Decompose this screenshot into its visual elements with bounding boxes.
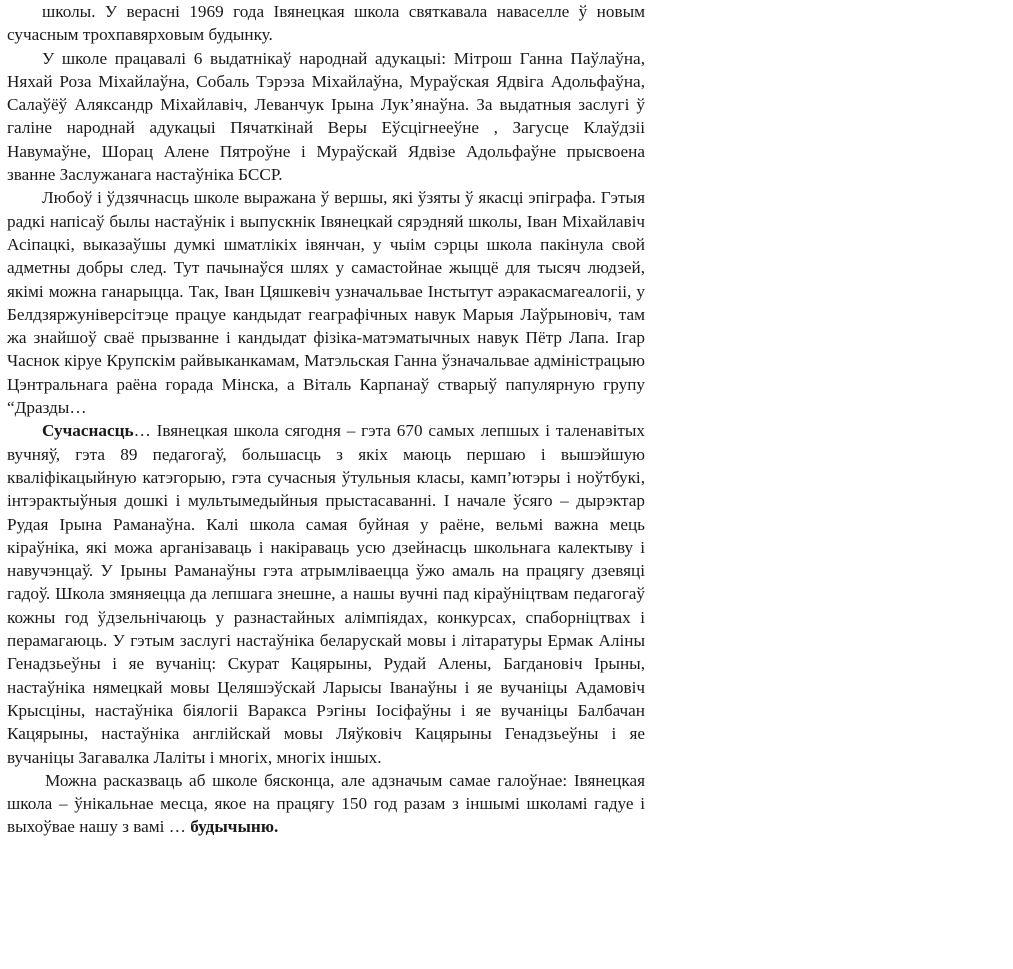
paragraph-1 bbox=[7, 0, 645, 47]
paragraph-2 bbox=[7, 47, 645, 187]
paragraph-3-text: Любоў і ўдзячнасць школе выражана ў вершы, які ўзяты ў якасці эпіграфа. Гэтыя радкі напісаў былы настаўнік і выпускнік Івянецкай сярэдняй школы, Іван Міхайлавіч Асіпацкі, выказаўшы думкі шматлікіх івянчан, у чыім сэрцы школа пакінула свой адметны добры след. Тут пачынаўся шлях у самастойнае жыццё для тысяч людзей, якімі можна ганарыцца. Так, Іван Цяшкевіч узначальвае Інстытут аэракасмагеалогіі, у Белдзяржуніверсітэце працуе кандыдат геаграфічных навук Марыя Лаўрыновіч, там жа знайшоў сваё прызванне і кандыдат фізіка-матэматычных навук Пётр Лапа. Ігар Часнок кіруе Крупскім райвыканкамам, Матэльская Ганна ўзначальвае адміністрацыю Цэнтральнага раёна горада Мінска, а Віталь Карпанаў стварыў папулярную групу “Дразды… bbox=[7, 188, 645, 418]
paragraph-5-bold-tail: будычыню. bbox=[190, 817, 279, 837]
paragraph-2-text: У школе працавалі 6 выдатнікаў народнай адукацыі: Мітрош Ганна Паўлаўна, Няхай Роза Міхайлаўна, Собаль Тэрэза Міхайлаўна, Мураўская Ядвіга Адольфаўна, Салаўёў Аляксандр Міхайлавіч, Леванчук Ірына Лук’янаўна. За выдатныя заслугі ў галіне народнай адукацыі Пячаткінай Веры Еўсцігнееўне , Загусце Клаўдзіі Навумаўне, Шорац Алене Пятроўне і Мураўскай Ядвізе Адольфаўне прысвоена званне Заслужанага настаўніка БССР. bbox=[7, 48, 645, 185]
paragraph-4-bold-lead: Сучаснасць bbox=[42, 421, 134, 441]
paragraph-4-text: … Івянецкая школа сягодня – гэта 670 самых лепшых і таленавітых вучняў, гэта 89 педагогаў, большасць з якіх маюць першаю і вышэйшую кваліфікацыйную катэгорыю, гэта сучасныя ўтульныя класы, камп’ютэры і ноўтбукі, інтэрактыўныя дошкі і мультымедыйныя прыстасаванні. І начале ўсяго – дырэктар Рудая Ірына Раманаўна. Калі школа самая буйная у раёне, вельмі важна мець кіраўніка, які можа арганізаваць і накіраваць усю дзейнасць школьнага калектыву і навучэнцаў. У Ірыны Раманаўны гэта атрымліваецца ўжо амаль на працягу дзевяці гадоў. Школа змяняецца да лепшага знешне, а нашы вучні пад кіраўніцтвам педагогаў кожны год ўдзельнічаюць у разнастайных алімпіядах, конкурсах, спаборніцтвах і перамагаюць. У гэтым заслугі настаўніка беларускай мовы і літаратуры Ермак Аліны Генадзьеўны і яе вучаніц: Скурат Кацярыны, Рудай Алены, Багдановіч Ірыны, настаўніка нямецкай мовы Целяшэўскай Ларысы Іванаўны і яе вучаніцы Адамовіч Крысціны, настаўніка біялогіі Варакса Рэгіны Іосіфаўны і яе вучаніцы Балбачан Кацярыны, настаўніка англійскай мовы Ляўковіч Кацярыны Генадзьеўны і яе вучаніцы Загавалка Лаліты і многіх, многіх іншых. bbox=[7, 421, 645, 767]
document-body bbox=[7, 0, 645, 839]
paragraph-5 bbox=[7, 769, 645, 839]
paragraph-5-text: Можна расказваць аб школе бясконца, але адзначым самае галоўнае: Івянецкая школа – ўнікальнае месца, якое на працягу 150 год разам з іншымі школамі гадуе і выхоўвае нашу з вамі … bbox=[7, 770, 645, 837]
paragraph-1-text: школы. У верасні 1969 года Івянецкая школа святкавала наваселле ў новым сучасным трохпавярховым будынку. bbox=[7, 2, 645, 45]
paragraph-4 bbox=[7, 419, 645, 768]
paragraph-3 bbox=[7, 186, 645, 419]
